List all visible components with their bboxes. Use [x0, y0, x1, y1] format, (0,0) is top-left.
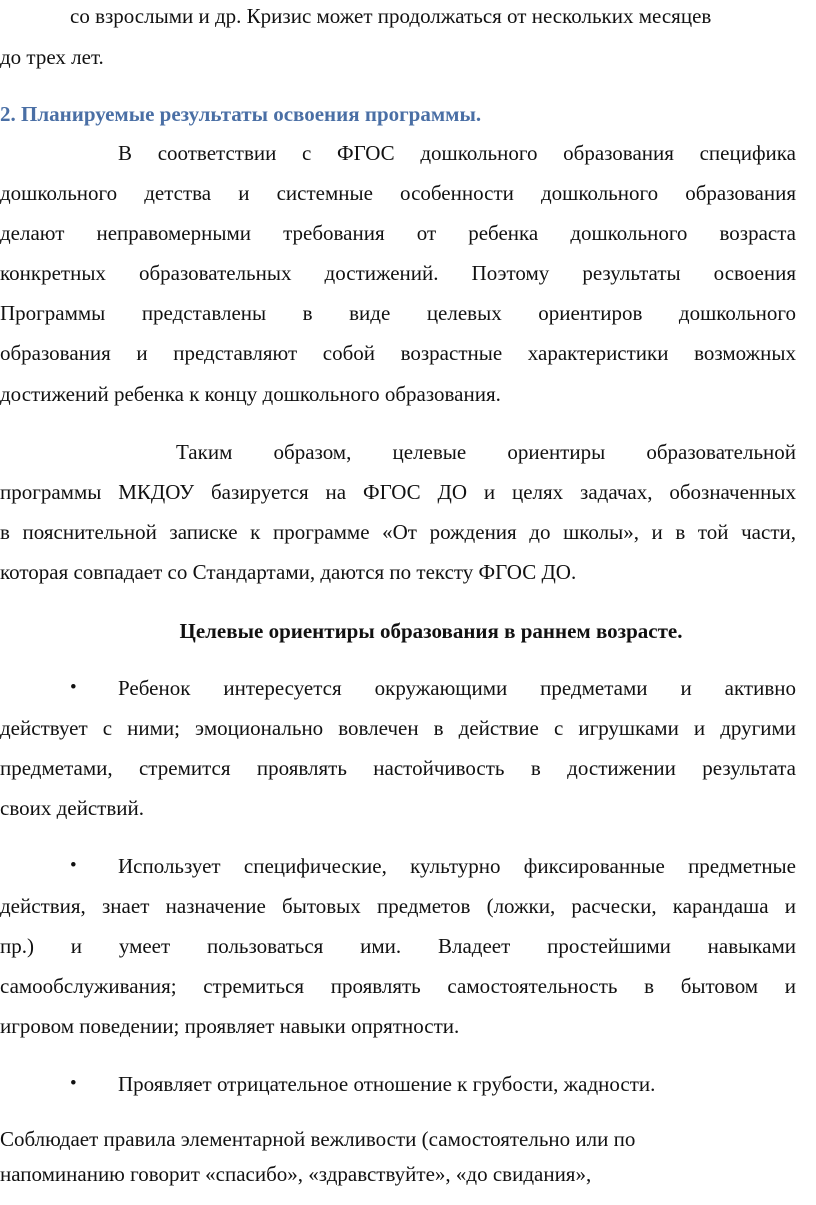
paragraph2-line-3: в пояснительной записке к программе «От рождения до школы», и в той части, [0, 520, 796, 544]
paragraph1-line-6: образования и представляют собой возрастные характеристики возможных [0, 341, 796, 365]
bullet-item-2-line-3: пр.) и умеет пользоваться ими. Владеет простейшими навыками [0, 934, 796, 958]
bullet-item-1-line-1: Ребенок интересуется окружающими предметами и активно [118, 676, 796, 700]
subheading: Целевые ориентиры образования в раннем возрасте. [179, 619, 683, 643]
bullet-item-3-text: Проявляет отрицательное отношение к грубости, жадности. [118, 1072, 656, 1096]
bullet-item-2-line-5: игровом поведении; проявляет навыки опрятности. [0, 1014, 460, 1038]
paragraph1-line-3: делают неправомерными требования от ребенка дошкольного возраста [0, 221, 796, 245]
bullet-icon: • [70, 1073, 77, 1094]
bullet-item-2-line-2: действия, знает назначение бытовых предметов (ложки, расчески, карандаша и [0, 894, 796, 918]
paragraph2-line-1: Таким образом, целевые ориентиры образовательной [176, 440, 796, 464]
continuation-line-1: со взрослыми и др. Кризис может продолжаться от нескольких месяцев [70, 4, 712, 28]
paragraph1-line-2: дошкольного детства и системные особенности дошкольного образования [0, 181, 796, 205]
bullet-item-1-line-2: действует с ними; эмоционально вовлечен в действие с игрушками и другими [0, 716, 796, 740]
paragraph2-line-2: программы МКДОУ базируется на ФГОС ДО и целях задачах, обозначенных [0, 480, 796, 504]
continuation-line-2: до трех лет. [0, 45, 104, 69]
bullet-item-1-line-3: предметами, стремится проявлять настойчивость в достижении результата [0, 756, 796, 780]
section-heading: 2. Планируемые результаты освоения программы. [0, 102, 482, 126]
paragraph1-line-5: Программы представлены в виде целевых ориентиров дошкольного [0, 301, 796, 325]
closing-line-2: напоминанию говорит «спасибо», «здравствуйте», «до свидания», [0, 1162, 592, 1186]
bullet-item-2-line-1: Использует специфические, культурно фиксированные предметные [118, 854, 796, 878]
paragraph2-line-4: которая совпадает со Стандартами, даются по тексту ФГОС ДО. [0, 560, 577, 584]
bullet-item-1-line-4: своих действий. [0, 796, 144, 820]
closing-line-1: Соблюдает правила элементарной вежливости (самостоятельно или по [0, 1127, 636, 1151]
bullet-icon: • [70, 855, 77, 876]
paragraph1-line-7: достижений ребенка к концу дошкольного образования. [0, 382, 501, 406]
bullet-icon: • [70, 677, 77, 698]
paragraph1-line-4: конкретных образовательных достижений. Поэтому результаты освоения [0, 261, 796, 285]
bullet-item-2-line-4: самообслуживания; стремиться проявлять самостоятельность в бытовом и [0, 974, 796, 998]
paragraph1-line-1: В соответствии с ФГОС дошкольного образования специфика [118, 141, 796, 165]
